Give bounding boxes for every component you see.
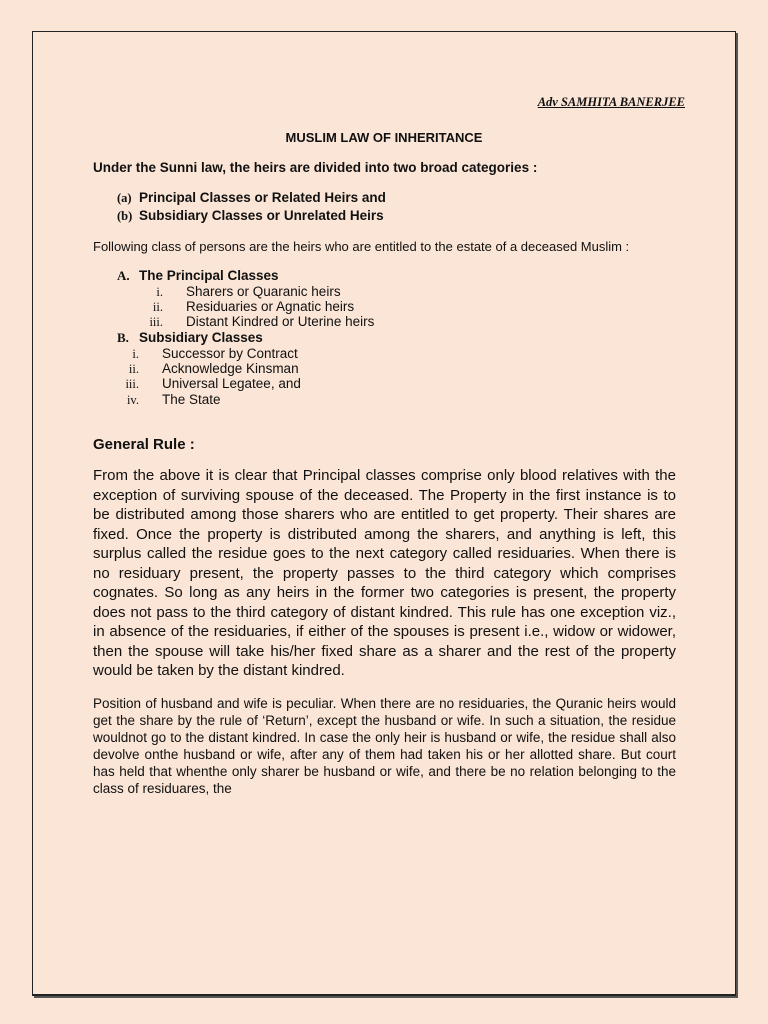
category-text: Principal Classes or Related Heirs and [139,190,386,205]
section-title: The Principal Classes [139,268,279,283]
item-number: i. [132,347,139,361]
section-letter: B. [117,330,129,345]
spouse-position-paragraph: Position of husband and wife is peculiar. When there are no residuaries, the Quranic heirs would get the share by the rule of ‘Return’, except the husband or wife. In such a situation, the residue wouldnot go to the distant kindred. In case the only heir is husband or wife, the residue shall also devolve onthe husband or wife, after any of them had taken his or her allotted share. But court has held that whenthe only sharer be husband or wife, and there be no relation belonging to the class of residuares, the [93,696,676,796]
item-text: Universal Legatee, and [162,376,301,391]
section-a-heading [117,268,279,284]
category-list [117,190,386,226]
item-text: Acknowledge Kinsman [162,361,299,376]
section-letter: A. [117,268,130,283]
item-text: Distant Kindred or Uterine heirs [186,314,375,329]
item-text: Residuaries or Agnatic heirs [186,299,355,314]
intro-line: Under the Sunni law, the heirs are divided into two broad categories : [93,160,538,175]
section-b-heading [117,330,263,346]
item-text: Successor by Contract [162,346,298,361]
category-item [117,190,386,208]
item-number: iii. [149,315,163,329]
following-line: Following class of persons are the heirs who are entitled to the estate of a deceased Muslim : [93,239,630,254]
document-title: MUSLIM LAW OF INHERITANCE [285,130,483,145]
item-number: iii. [125,377,139,391]
section-title: Subsidiary Classes [139,330,263,345]
list-item [113,392,221,408]
item-text: The State [162,392,221,407]
item-number: iv. [126,393,139,407]
list-item [113,376,301,392]
general-rule-heading: General Rule : [93,436,195,453]
author-name: Adv SAMHITA BANERJEE [537,95,685,109]
category-marker: (a) [117,191,132,205]
list-item [141,284,341,300]
item-number: i. [156,285,163,299]
list-item [141,314,374,330]
general-rule-paragraph: From the above it is clear that Principal classes comprise only blood relatives with the exception of surviving spouse of the deceased. The Property in the first instance is to be distributed among those sharers who are entitled to get property. Their shares are fixed. Once the property is distributed among the sharers, and anything is left, this surplus called the residue goes to the next category called residuaries. When there is no residuary present, the property passes to the third category which comprises cognates. So long as any heirs in the former two categories is present, the property does not pass to the third category of distant kindred. This rule has one exception viz., in absence of the residuaries, if either of the spouses is present i.e., widow or widower, then the spouse will take his/her fixed share as a sharer and the rest of the property would be taken by the distant kindred. [93,467,676,679]
category-item [117,208,386,226]
list-item [113,361,299,377]
item-number: ii. [128,362,139,376]
document-page [32,31,736,996]
list-item [141,299,354,315]
item-number: ii. [152,300,163,314]
list-item [113,346,298,362]
category-text: Subsidiary Classes or Unrelated Heirs [139,208,384,223]
item-text: Sharers or Quaranic heirs [186,284,341,299]
category-marker: (b) [117,209,133,223]
